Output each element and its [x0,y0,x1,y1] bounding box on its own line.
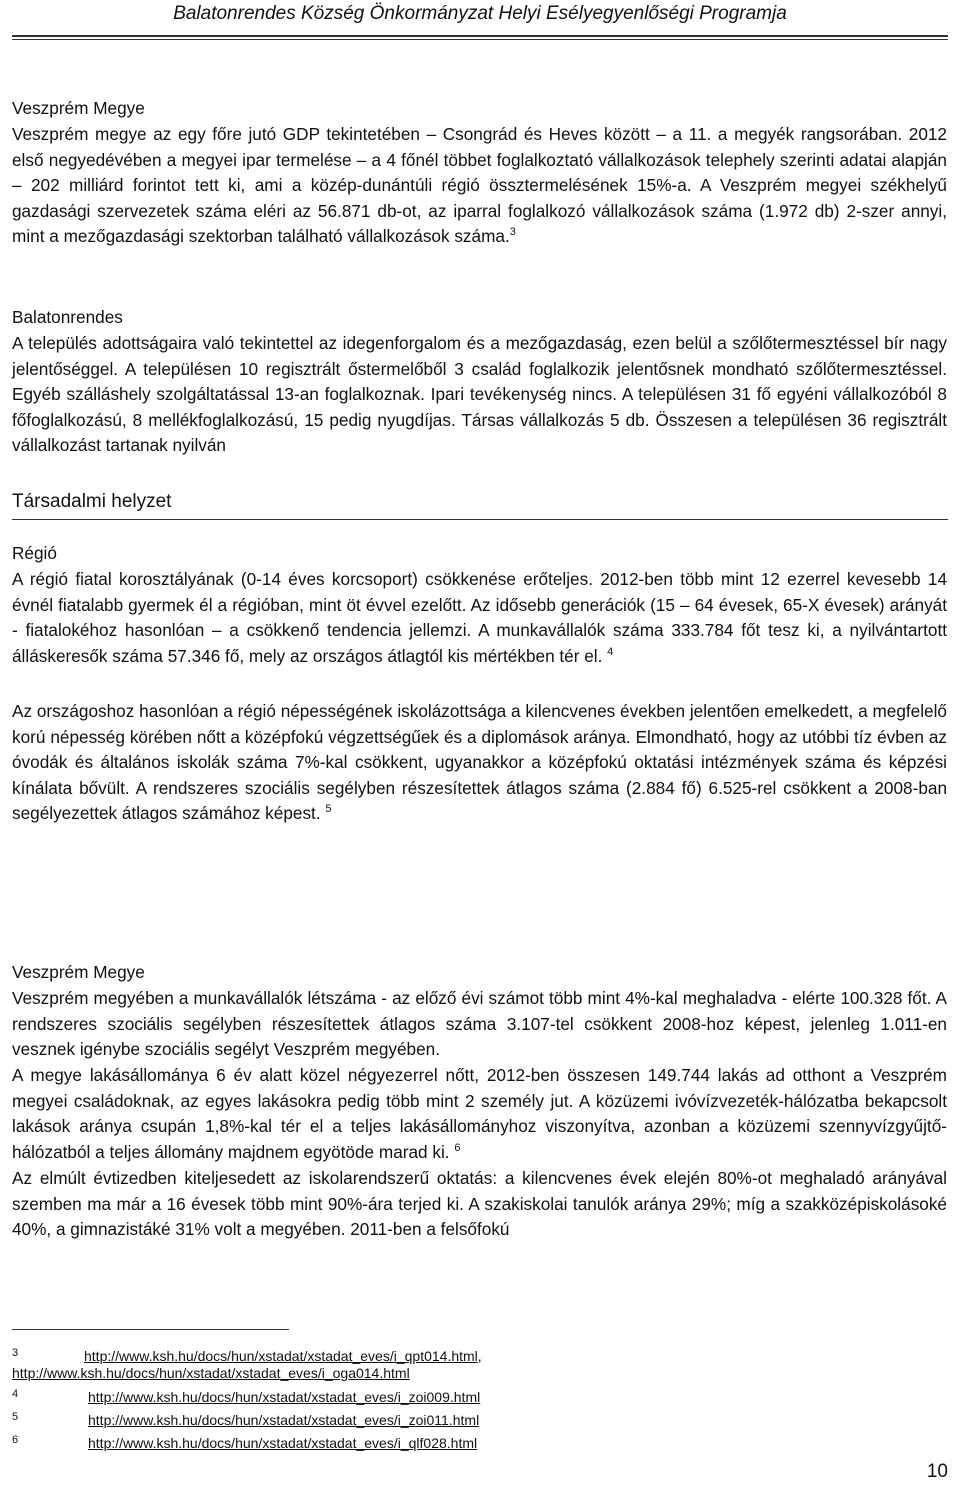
footnote-link[interactable]: http://www.ksh.hu/docs/hun/xstadat/xstadat_eves/i_oga014.html [12,1365,410,1381]
footnote-ref-4[interactable]: 4 [607,645,614,658]
paragraph-text: Veszprém megyében a munkavállalók létszáma - az előző évi számot több mint 4%-kal meghaladva - elérte 100.328 főt. A rendszeres szociális segélyben részesítettek átlagos száma 3.107-tel csökkent 2008-hoz képest, jelenleg 1.011-en vesznek igénybe szociális segélyt Veszprém megyében. [12,988,947,1060]
footnote-3 [12,1344,482,1365]
paragraph-text: A település adottságaira való tekintettel az idegenforgalom és a mezőgazdaság, ezen belül a szőlőtermesztéssel bír nagy jelentőséggel. A településen 10 regisztrált őstermelőből 3 család foglalkozik jelentősnek mondható szőlőtermesztéssel. Egyéb szálláshely szolgáltatással 13-an foglalkoznak. Ipari tevékenység nincs. A településen 31 fő egyéni vállalkozóból 8 főfoglalkozású, 8 mellékfoglalkozású, 15 pedig nyugdíjas. Társas vállalkozás 5 db. Összesen a településen 36 regisztrált vállalkozást tartanak nyilván [12,333,947,456]
footnote-3-continued [12,1364,410,1382]
subheading-balatonrendes: Balatonrendes [12,307,123,327]
paragraph-veszprem-schooling [12,1166,947,1243]
footnote-link[interactable]: http://www.ksh.hu/docs/hun/xstadat/xstadat_eves/i_qpt014.html [84,1348,478,1364]
footnote-5 [12,1408,479,1429]
footnote-6 [12,1431,477,1452]
footnote-separator [12,1329,289,1330]
footnote-ref-3[interactable]: 3 [509,226,516,239]
paragraph-regio-population [12,567,947,669]
subheading-veszprem-megye-2: Veszprém Megye [12,962,145,982]
paragraph-text: A régió fiatal korosztályának (0-14 éves korcsoport) csökkenése erőteljes. 2012-ben több mint 12 ezerrel kevesebb 14 évnél fiatalabb gyermek él a régióban, mint öt évvel ezelőtt. Az idősebb generációk (15 – 64 évesek, 65-X évesek) arányát - fiatalokéhoz hasonlóan – a csökkenő tendencia jellemzi. A munkavállalók száma 333.784 főt tesz ki, a nyilvántartott álláskeresők száma 57.346 fő, mely az országos átlagtól kis mértékben tér el. [12,569,947,666]
footnote-separator-comma: , [477,1348,482,1364]
footnote-number: 3 [12,1347,19,1359]
paragraph-text: Az országoshoz hasonlóan a régió népességének iskolázottsága a kilencvenes években jelentően emelkedett, a megfelelő korú népesség körében nőtt a középfokú végzettségűek és a diplomások aránya. Elmondható, hogy az utóbbi tíz évben az óvodák és általános iskolák száma 7%-kal csökkent, ugyanakkor a középfokú oktatási intézmények száma és képzési kínálata bővült. A rendszeres szociális segélyben részesítettek átlagos száma (2.884 fő) 6.525-rel csökkent a 2008-ban segélyezettek átlagos számához képest. [12,701,947,824]
section-title: Társadalmi helyzet [12,491,172,512]
footnote-number: 4 [12,1388,19,1400]
footnote-link[interactable]: http://www.ksh.hu/docs/hun/xstadat/xstadat_eves/i_zoi011.html [88,1412,480,1428]
footnote-number: 6 [12,1434,19,1446]
paragraph-veszprem-gdp [12,122,947,250]
footnote-ref-5[interactable]: 5 [325,803,332,816]
footnote-ref-6[interactable]: 6 [454,1141,461,1154]
footnote-number: 5 [12,1411,19,1423]
section-rule [12,519,948,520]
subheading-regio: Régió [12,543,57,563]
page-number: 10 [926,1461,948,1482]
paragraph-text: A megye lakásállománya 6 év alatt közel négyezerrel nőtt, 2012-ben összesen 149.744 lakás ad otthont a Veszprém megyei családoknak, az egyes lakásokra pedig több mint 2 személy jut. A közüzemi ivóvízvezeték-hálózatba bekapcsolt lakások aránya csupán 1,8%-kal tér el a teljes lakásállományhoz viszonyítva, azonban a közüzemi szennyvízgyűjtő-hálózatból a teljes állomány majdnem egyötöde marad ki. [12,1065,947,1162]
footnote-4 [12,1385,480,1406]
subheading-veszprem-megye: Veszprém Megye [12,98,145,118]
running-header: Balatonrendes Község Önkormányzat Helyi Esélyegyenlőségi Programja [173,3,787,24]
footnote-link[interactable]: http://www.ksh.hu/docs/hun/xstadat/xstadat_eves/i_qlf028.html [88,1435,478,1451]
header-rule [12,35,948,37]
footnote-link[interactable]: http://www.ksh.hu/docs/hun/xstadat/xstadat_eves/i_zoi009.html [88,1389,481,1405]
paragraph-text: Az elmúlt évtizedben kiteljesedett az iskolarendszerű oktatás: a kilencvenes évek elején 80%-ot meghaladó arányával szemben ma már a 16 évesek több mint 90%-ára terjed ki. A szakiskolai tanulók aránya 29%; míg a szakközépiskolásoké 40%, a gimnazistáké 31% volt a megyében. 2011-ben a felsőfokú [12,1168,947,1240]
paragraph-regio-education [12,699,947,827]
paragraph-balatonrendes [12,331,947,459]
paragraph-veszprem-housing [12,1063,947,1165]
paragraph-text: Veszprém megye az egy főre jutó GDP tekintetében – Csongrád és Heves között – a 11. a megyék rangsorában. 2012 első negyedévében a megyei ipar termelése – a 4 főnél többet foglalkoztató vállalkozások telephely szerinti adatai alapján – 202 milliárd forintot tett ki, ami a közép-dunántúli régió össztermelésének 15%-a. A Veszprém megyei székhelyű gazdasági szervezetek száma eléri az 56.871 db-ot, az iparral foglalkozó vállalkozások száma (1.972 db) 2-szer annyi, mint a mezőgazdasági szektorban található vállalkozások száma. [12,124,947,247]
paragraph-veszprem-workforce [12,986,947,1063]
header-rule-thin [12,39,948,40]
